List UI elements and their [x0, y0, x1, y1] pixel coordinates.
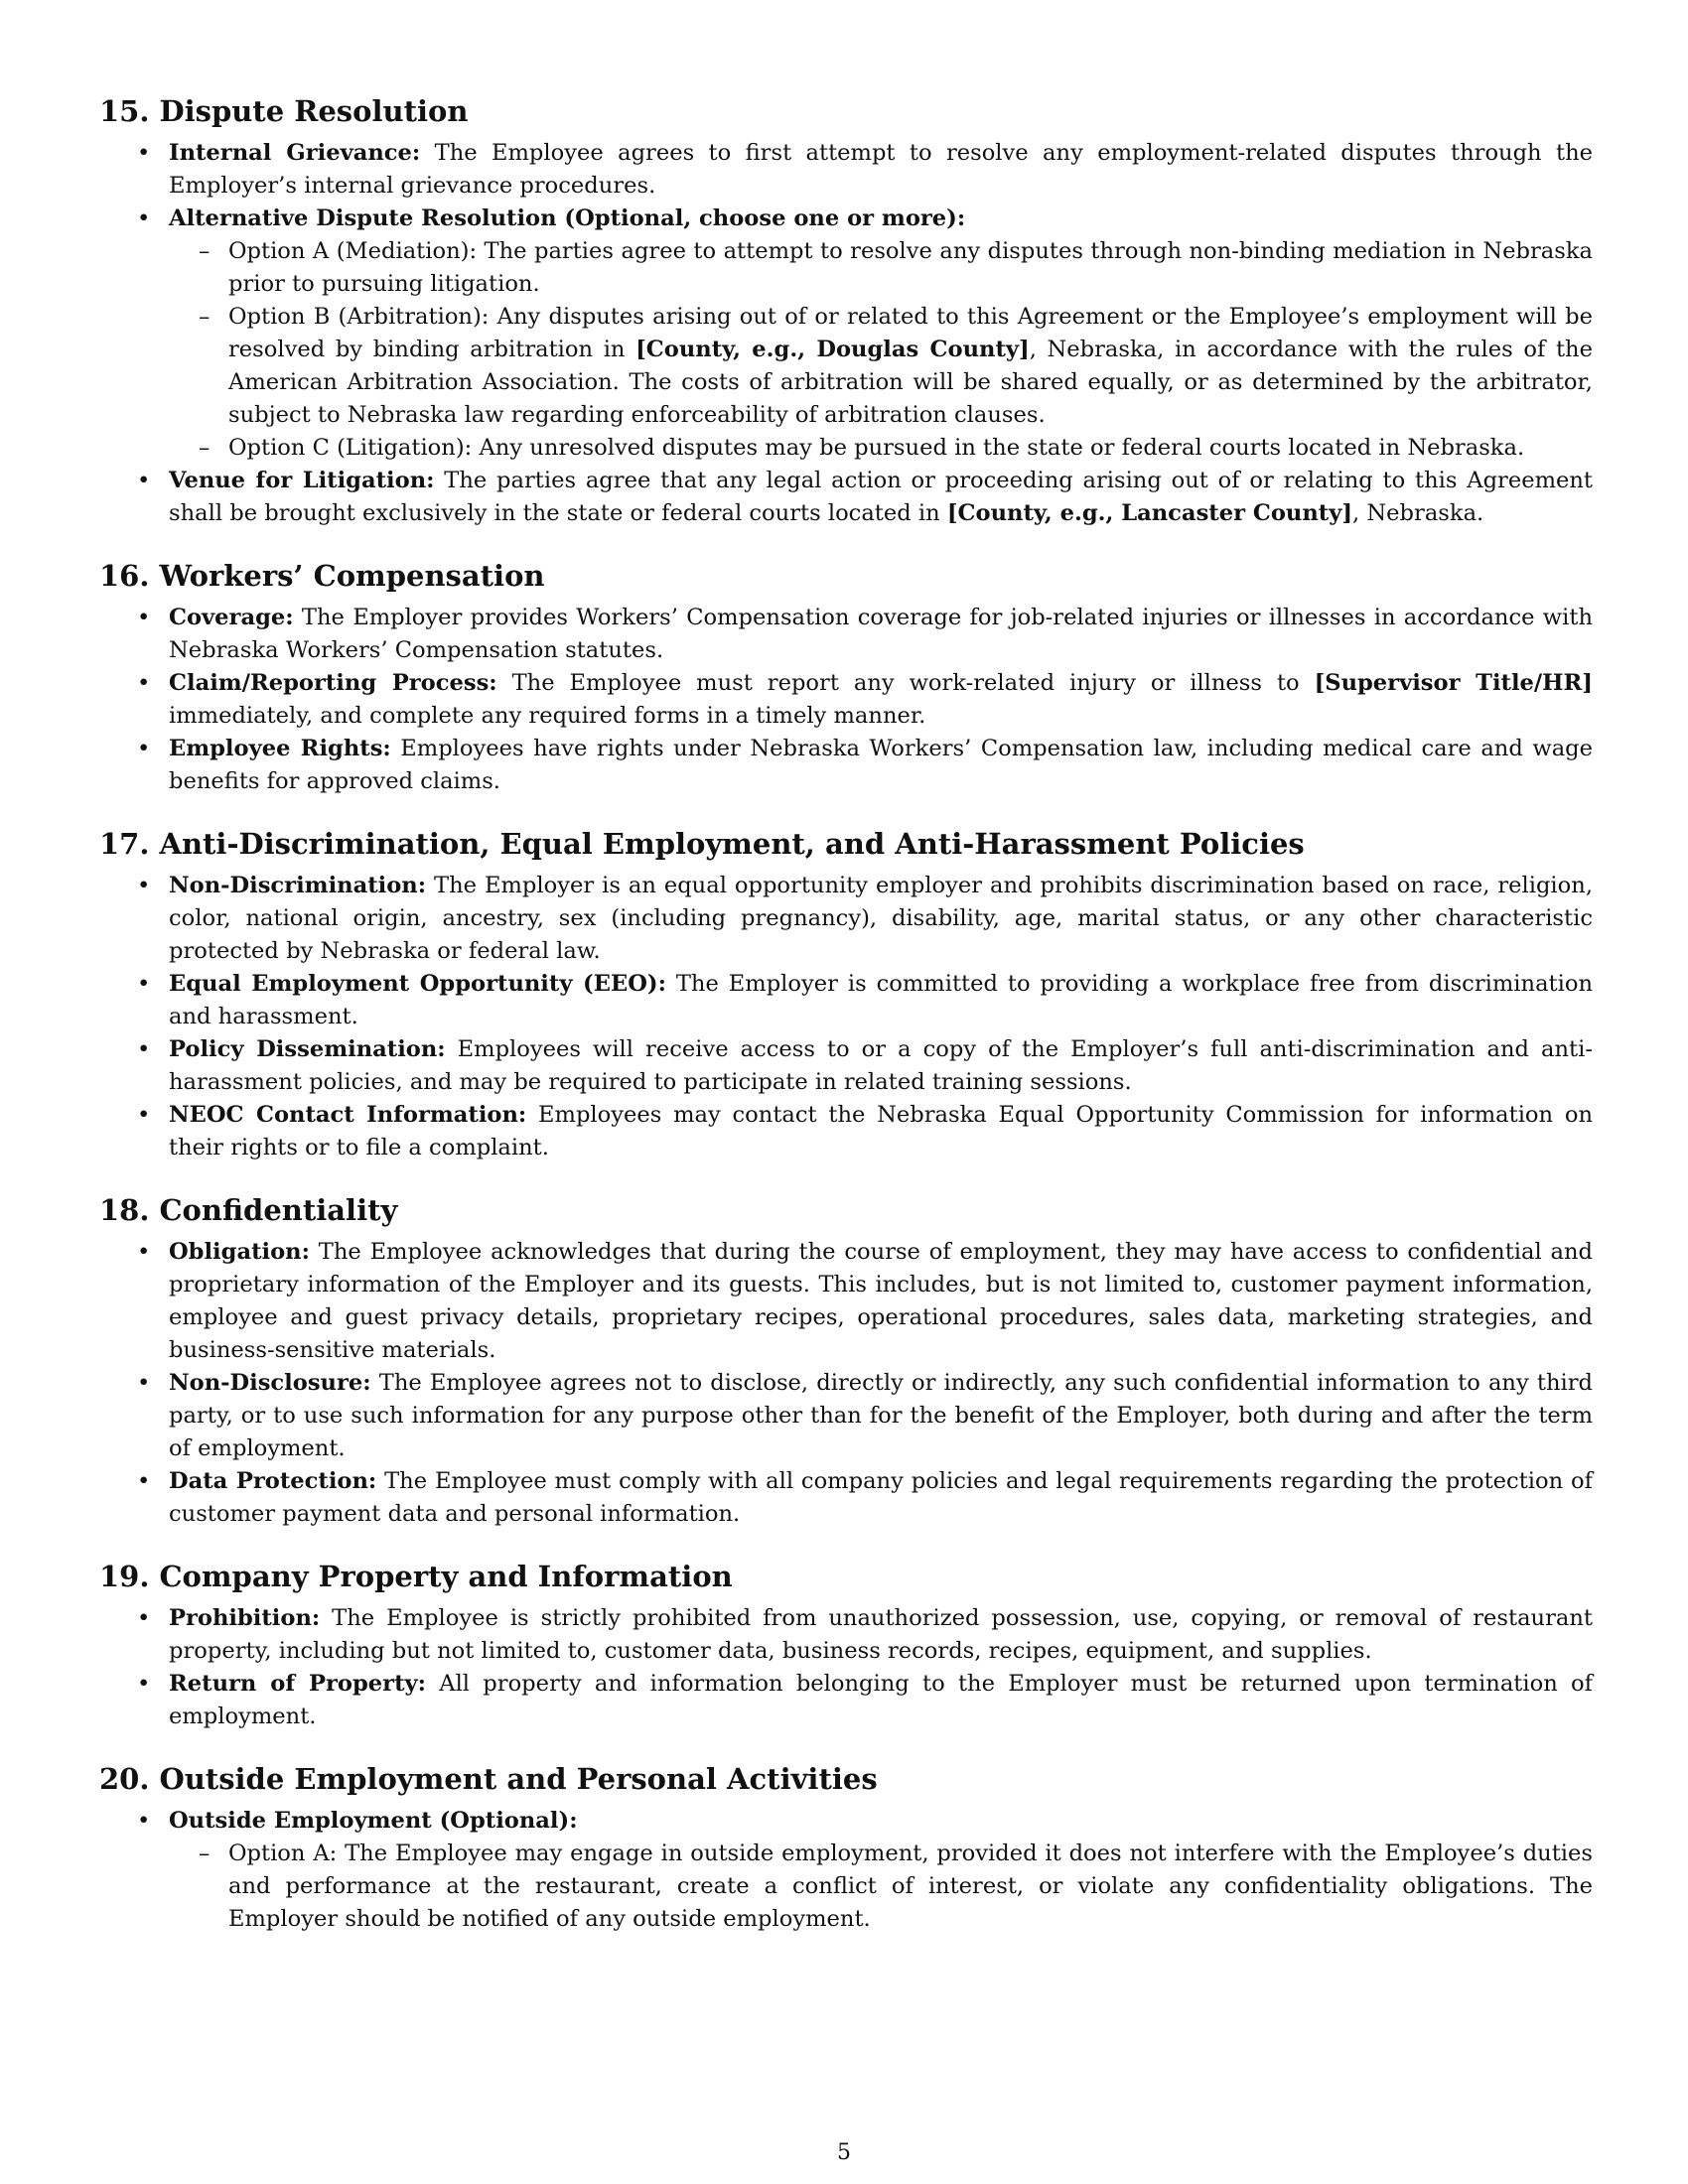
section-heading	[99, 1557, 1593, 1596]
body-text: , Nebraska.	[1352, 500, 1484, 526]
list-item	[99, 137, 1593, 203]
section-heading	[99, 1759, 1593, 1799]
list-item	[99, 667, 1593, 733]
bullet-list	[99, 137, 1593, 530]
body-text: , Nebraska, in accordance with the rules of the American Arbitration Association. The costs of arbitration will be shared equally, or as determined by the arbitrator, subject to Nebraska law regarding enforceability of arbitration clauses.	[228, 337, 1593, 428]
item-label: Alternative Dispute Resolution (Optional, choose one or more):	[169, 205, 966, 231]
body-text: immediately, and complete any required forms in a timely manner.	[169, 703, 926, 729]
list-item	[99, 602, 1593, 667]
bullet-list	[99, 1236, 1593, 1531]
section-number: 19.	[99, 1560, 150, 1593]
section-heading	[99, 556, 1593, 596]
section-title: Dispute Resolution	[159, 94, 469, 128]
item-label: Non-Disclosure:	[169, 1370, 371, 1396]
section	[99, 1557, 1593, 1733]
body-text: All property and information belonging to the Employer must be returned upon termination of employment.	[169, 1671, 1594, 1729]
body-text: Option A (Mediation): The parties agree to attempt to resolve any disputes through non-binding mediation in Nebraska prior to pursuing litigation.	[228, 238, 1593, 297]
body-text: Employees have rights under Nebraska Workers’ Compensation law, including medical care and wage benefits for approved claims.	[169, 736, 1593, 794]
list-item	[99, 1805, 1593, 1936]
sub-list	[169, 235, 1593, 465]
section-heading	[99, 824, 1593, 864]
list-item	[99, 203, 1593, 465]
section-title: Confidentiality	[159, 1193, 398, 1227]
section-heading	[99, 91, 1593, 131]
list-item	[99, 733, 1593, 798]
body-text: The Employee agrees to first attempt to resolve any employment-related disputes through the Employer’s internal grievance procedures.	[169, 140, 1593, 199]
list-item	[99, 1465, 1593, 1531]
item-label: Prohibition:	[169, 1605, 321, 1631]
body-text: The Employer is an equal opportunity employer and prohibits discrimination based on race, religion, color, national origin, ancestry, sex (including pregnancy), disability, age, marital status, or any other characteristic protected by Nebraska or federal law.	[169, 873, 1593, 964]
sub-list	[169, 1838, 1593, 1936]
bullet-list	[99, 870, 1593, 1164]
body-text: Employees may contact the Nebraska Equal Opportunity Commission for information on their rights or to file a complaint.	[169, 1102, 1594, 1160]
list-item	[99, 1367, 1593, 1465]
body-text: The Employer provides Workers’ Compensation coverage for job-related injuries or illnesses in accordance with Nebraska Workers’ Compensation statutes.	[169, 605, 1593, 663]
list-item	[99, 1602, 1593, 1668]
section	[99, 91, 1593, 530]
list-item	[99, 1033, 1593, 1099]
section-number: 20.	[99, 1762, 150, 1796]
item-label: NEOC Contact Information:	[169, 1102, 527, 1128]
body-text: Option B (Arbitration): Any disputes arising out of or related to this Agreement or the Employee’s employment will be resolved by binding arbitration in	[228, 304, 1593, 362]
section	[99, 1759, 1593, 1936]
item-label: Policy Dissemination:	[169, 1036, 446, 1062]
sub-list-item	[169, 301, 1593, 432]
body-text: The Employee acknowledges that during the course of employment, they may have access to confidential and proprietary information of the Employer and its guests. This includes, but is not limited to, customer payment information, employee and guest privacy details, proprietary recipes, operational procedures, sales data, marketing strategies, and business-sensitive materials.	[169, 1239, 1593, 1363]
list-item	[99, 1236, 1593, 1367]
list-item	[99, 1099, 1593, 1164]
item-label: Equal Employment Opportunity (EEO):	[169, 971, 666, 997]
item-label: Obligation:	[169, 1239, 310, 1265]
body-text: The parties agree that any legal action or proceeding arising out of or relating to this Agreement shall be brought exclusively in the state or federal courts located in	[169, 468, 1594, 526]
section	[99, 556, 1593, 798]
item-label: Employee Rights:	[169, 736, 391, 761]
list-item	[99, 1668, 1593, 1733]
bullet-list	[99, 602, 1593, 798]
item-label: Return of Property:	[169, 1671, 426, 1697]
list-item	[99, 968, 1593, 1033]
sub-list-item	[169, 1838, 1593, 1936]
section-heading	[99, 1190, 1593, 1230]
item-label: Outside Employment (Optional):	[169, 1808, 578, 1834]
section	[99, 824, 1593, 1164]
placeholder-text: [Supervisor Title/HR]	[1314, 670, 1593, 696]
item-label: Claim/Reporting Process:	[169, 670, 497, 696]
sub-list-item	[169, 432, 1593, 465]
item-label: Coverage:	[169, 605, 294, 630]
item-label: Data Protection:	[169, 1468, 377, 1494]
body-text: The Employee must comply with all company policies and legal requirements regarding the protection of customer payment data and personal information.	[169, 1468, 1593, 1527]
section-number: 17.	[99, 827, 150, 861]
sub-list-item	[169, 235, 1593, 301]
bullet-list	[99, 1805, 1593, 1936]
section-title: Workers’ Compensation	[159, 559, 545, 593]
document-page	[99, 91, 1593, 1962]
body-text: Option A: The Employee may engage in outside employment, provided it does not interfere with the Employee’s duties and performance at the restaurant, create a conflict of interest, or violate any confidentiality obligations. The Employer should be notified of any outside employment.	[228, 1841, 1593, 1932]
list-item	[99, 870, 1593, 968]
section	[99, 1190, 1593, 1531]
section-number: 15.	[99, 94, 150, 128]
body-text: The Employee agrees not to disclose, directly or indirectly, any such confidential information to any third party, or to use such information for any purpose other than for the benefit of the Employer, both during and after the term of employment.	[169, 1370, 1593, 1461]
item-label: Non-Discrimination:	[169, 873, 427, 898]
body-text: The Employer is committed to providing a workplace free from discrimination and harassment.	[169, 971, 1593, 1029]
placeholder-text: [County, e.g., Lancaster County]	[946, 500, 1353, 526]
section-title: Outside Employment and Personal Activities	[159, 1762, 878, 1796]
page-number: 5	[837, 2140, 851, 2165]
list-item	[99, 465, 1593, 530]
item-label: Internal Grievance:	[169, 140, 421, 166]
bullet-list	[99, 1602, 1593, 1733]
section-title: Anti-Discrimination, Equal Employment, and Anti-Harassment Policies	[159, 827, 1305, 861]
body-text: The Employee must report any work-related injury or illness to	[496, 670, 1315, 696]
body-text: Employees will receive access to or a copy of the Employer’s full anti-discrimination and anti-harassment policies, and may be required to participate in related training sessions.	[169, 1036, 1593, 1095]
section-number: 16.	[99, 559, 150, 593]
body-text: The Employee is strictly prohibited from unauthorized possession, use, copying, or removal of restaurant property, including but not limited to, customer data, business records, recipes, equipment, and supplies.	[169, 1605, 1593, 1664]
placeholder-text: [County, e.g., Douglas County]	[635, 337, 1030, 362]
item-label: Venue for Litigation:	[169, 468, 435, 493]
body-text: Option C (Litigation): Any unresolved disputes may be pursued in the state or federal courts located in Nebraska.	[228, 435, 1525, 461]
section-title: Company Property and Information	[159, 1560, 733, 1593]
section-number: 18.	[99, 1193, 150, 1227]
